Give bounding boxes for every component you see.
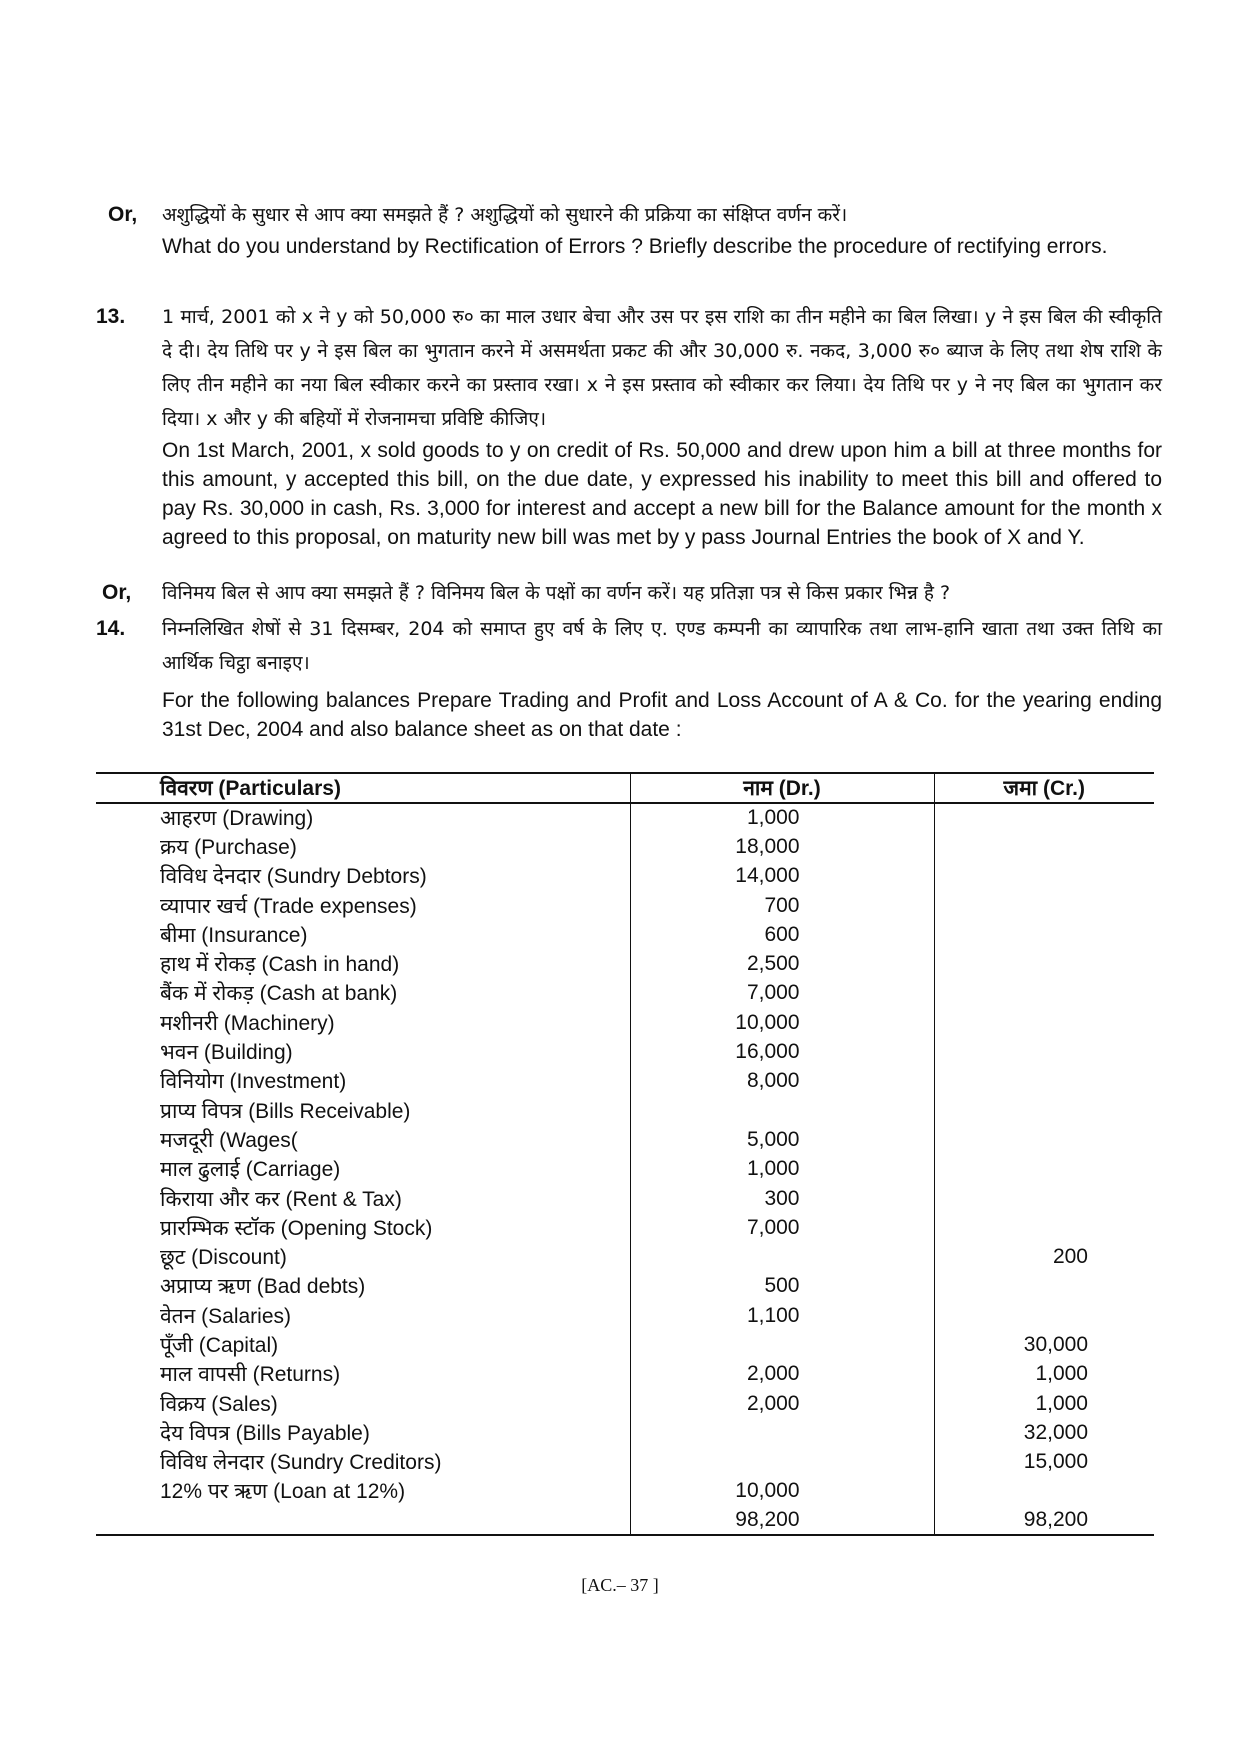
table-row — [96, 1360, 1154, 1389]
table-row — [96, 1155, 1154, 1184]
credit-cell: 32,000 — [1023, 1420, 1088, 1444]
particulars-cell: बीमा (Insurance) — [160, 923, 308, 947]
table-row — [96, 920, 1154, 949]
credit-cell — [934, 1037, 1154, 1066]
table-row — [96, 1184, 1154, 1213]
question-label: Or, — [108, 203, 138, 226]
question-number: 13. — [96, 305, 126, 328]
table-row — [96, 1096, 1154, 1125]
debit-cell: 10,000 — [630, 1008, 934, 1037]
table-row — [96, 1477, 1154, 1506]
table-header-row — [96, 773, 1154, 803]
english-text: For the following balances Prepare Trading and Profit and Loss Account of A & Co. for the yearing ending 31st Dec, 2004 and also balance sheet as on that date : — [162, 689, 1162, 741]
debit-cell: 14,000 — [630, 862, 934, 891]
table-row — [96, 1389, 1154, 1418]
particulars-cell: भवन (Building) — [160, 1041, 293, 1065]
particulars-cell: 12% पर ऋण (Loan at 12%) — [160, 1480, 406, 1504]
debit-cell: 2,000 — [630, 1360, 934, 1389]
particulars-cell: आहरण (Drawing) — [160, 807, 314, 831]
question-text — [162, 612, 1162, 744]
credit-cell — [934, 1125, 1154, 1154]
table-row — [96, 949, 1154, 978]
question-text — [162, 198, 1162, 261]
particulars-cell: पूँजी (Capital) — [160, 1333, 279, 1357]
particulars-cell: अप्राप्य ऋण (Bad debts) — [160, 1275, 366, 1299]
table-row — [96, 1008, 1154, 1037]
particulars-cell: मशीनरी (Machinery) — [160, 1011, 335, 1035]
particulars-cell: क्रय (Purchase) — [160, 835, 297, 859]
particulars-cell: बैंक में रोकड़ (Cash at bank) — [160, 982, 398, 1006]
debit-cell: 500 — [630, 1272, 934, 1301]
credit-cell — [934, 891, 1154, 920]
debit-cell: 7,000 — [630, 979, 934, 1008]
table-row — [96, 1242, 1154, 1271]
debit-cell: 5,000 — [630, 1125, 934, 1154]
debit-cell: 1,100 — [630, 1301, 934, 1330]
debit-cell — [630, 1330, 934, 1359]
hindi-text: निम्नलिखित शेषों से 31 दिसम्बर, 204 को समाप्त हुए वर्ष के लिए ए. एण्ड कम्पनी का व्यापारिक तथा लाभ-हानि खाता तथा उक्त तिथि का आर्थिक चिट्ठा बनाइए। — [162, 618, 1162, 674]
trial-balance-table — [96, 772, 1154, 1536]
header-credit: जमा (Cr.) — [934, 773, 1154, 803]
credit-cell — [934, 1096, 1154, 1125]
credit-cell — [934, 1301, 1154, 1330]
particulars-cell: विविध देनदार (Sundry Debtors) — [160, 865, 427, 889]
table-row — [96, 1418, 1154, 1447]
english-text: What do you understand by Rectification of Errors ? Briefly describe the procedure of rectifying errors. — [162, 235, 1108, 258]
header-debit: नाम (Dr.) — [630, 773, 934, 803]
page-footer-code: [AC.– 37 ] — [581, 1575, 659, 1595]
debit-cell: 8,000 — [630, 1067, 934, 1096]
particulars-cell: माल ढुलाई (Carriage) — [160, 1158, 341, 1182]
question-label: Or, — [102, 581, 132, 604]
table-row — [96, 1330, 1154, 1359]
credit-cell — [934, 1008, 1154, 1037]
particulars-cell: प्रारम्भिक स्टॉक (Opening Stock) — [160, 1216, 433, 1240]
header-particulars: विवरण (Particulars) — [96, 773, 630, 803]
debit-total: 98,200 — [630, 1506, 934, 1535]
hindi-text: 1 मार्च, 2001 को x ने y को 50,000 रु० का माल उधार बेचा और उस पर इस राशि का तीन महीने का बिल लिखा। y ने इस बिल की स्वीकृति दे दी। देय तिथि पर y ने इस बिल का भुगतान करने में असमर्थता प्रकट की और 30,000 रु. नकद, 3,000 रु० ब्याज के लिए तथा शेष राशि के लिए तीन महीने का नया बिल स्वीकार करने का प्रस्ताव रखा। x ने इस प्रस्ताव को स्वीकार कर लिया। देय तिथि पर y ने नए बिल का भुगतान कर दिया। x और y की बहियों में रोजनामचा प्रविष्टि कीजिए। — [162, 306, 1162, 430]
particulars-cell: वेतन (Salaries) — [160, 1304, 291, 1328]
question-text — [162, 576, 1162, 610]
table-row — [96, 891, 1154, 920]
particulars-cell: विविध लेनदार (Sundry Creditors) — [160, 1451, 442, 1475]
particulars-cell — [96, 1506, 630, 1535]
credit-cell — [934, 1477, 1154, 1506]
english-text: On 1st March, 2001, x sold goods to y on credit of Rs. 50,000 and drew upon him a bill at three months for this amount, y accepted this bill, on the due date, y expressed his inability to meet this bill and offered to pay Rs. 30,000 in cash, Rs. 3,000 for interest and accept a new bill for the Balance amount for the month x agreed to this proposal, on maturity new bill was met by y pass Journal Entries the book of X and Y. — [162, 439, 1162, 549]
particulars-cell: छूट (Discount) — [160, 1246, 287, 1270]
debit-cell: 7,000 — [630, 1213, 934, 1242]
credit-cell — [934, 803, 1154, 832]
debit-cell: 700 — [630, 891, 934, 920]
table-row — [96, 1272, 1154, 1301]
debit-cell: 18,000 — [630, 832, 934, 861]
table-row — [96, 1125, 1154, 1154]
credit-total: 98,200 — [934, 1506, 1154, 1535]
table-row — [96, 862, 1154, 891]
debit-cell — [630, 1242, 934, 1271]
debit-cell: 10,000 — [630, 1477, 934, 1506]
debit-cell: 2,500 — [630, 949, 934, 978]
debit-cell: 2,000 — [630, 1389, 934, 1418]
debit-cell: 16,000 — [630, 1037, 934, 1066]
particulars-cell: हाथ में रोकड़ (Cash in hand) — [160, 953, 400, 977]
debit-cell — [630, 1096, 934, 1125]
table-row — [96, 1301, 1154, 1330]
table-row — [96, 832, 1154, 861]
credit-cell — [934, 832, 1154, 861]
table-row — [96, 1037, 1154, 1066]
credit-cell: 1,000 — [1035, 1391, 1088, 1415]
credit-cell: 15,000 — [1023, 1450, 1088, 1474]
debit-cell: 1,000 — [630, 1155, 934, 1184]
credit-cell: 1,000 — [1035, 1362, 1088, 1386]
table-row — [96, 1213, 1154, 1242]
particulars-cell: विक्रय (Sales) — [160, 1392, 278, 1416]
credit-cell — [934, 979, 1154, 1008]
credit-cell — [934, 949, 1154, 978]
particulars-cell: देय विपत्र (Bills Payable) — [160, 1421, 370, 1445]
table-row — [96, 1067, 1154, 1096]
debit-cell: 600 — [630, 920, 934, 949]
hindi-text: अशुद्धियों के सुधार से आप क्या समझते हैं ? अशुद्धियों को सुधारने की प्रक्रिया का संक्षिप्त वर्णन करें। — [162, 204, 848, 226]
debit-cell: 300 — [630, 1184, 934, 1213]
credit-cell — [934, 1067, 1154, 1096]
particulars-cell: माल वापसी (Returns) — [160, 1363, 341, 1387]
question-text — [162, 300, 1162, 552]
hindi-text: विनिमय बिल से आप क्या समझते हैं ? विनिमय बिल के पक्षों का वर्णन करें। यह प्रतिज्ञा पत्र से किस प्रकार भिन्न है ? — [162, 582, 951, 604]
debit-cell — [630, 1448, 934, 1477]
credit-cell: 200 — [1052, 1245, 1088, 1269]
particulars-cell: व्यापार खर्च (Trade expenses) — [160, 894, 417, 918]
particulars-cell: प्राप्य विपत्र (Bills Receivable) — [160, 1099, 411, 1123]
table-row — [96, 1448, 1154, 1477]
table-row — [96, 979, 1154, 1008]
table-row — [96, 803, 1154, 832]
debit-cell: 1,000 — [630, 803, 934, 832]
credit-cell — [934, 1272, 1154, 1301]
credit-cell — [934, 1213, 1154, 1242]
credit-cell — [934, 1155, 1154, 1184]
total-row — [96, 1506, 1154, 1535]
debit-cell — [630, 1418, 934, 1447]
question-number: 14. — [96, 617, 126, 640]
credit-cell — [934, 862, 1154, 891]
credit-cell — [934, 1184, 1154, 1213]
particulars-cell: मजदूरी (Wages( — [160, 1128, 298, 1152]
credit-cell: 30,000 — [1023, 1332, 1088, 1356]
particulars-cell: किराया और कर (Rent & Tax) — [160, 1187, 402, 1211]
particulars-cell: विनियोग (Investment) — [160, 1070, 347, 1094]
credit-cell — [934, 920, 1154, 949]
